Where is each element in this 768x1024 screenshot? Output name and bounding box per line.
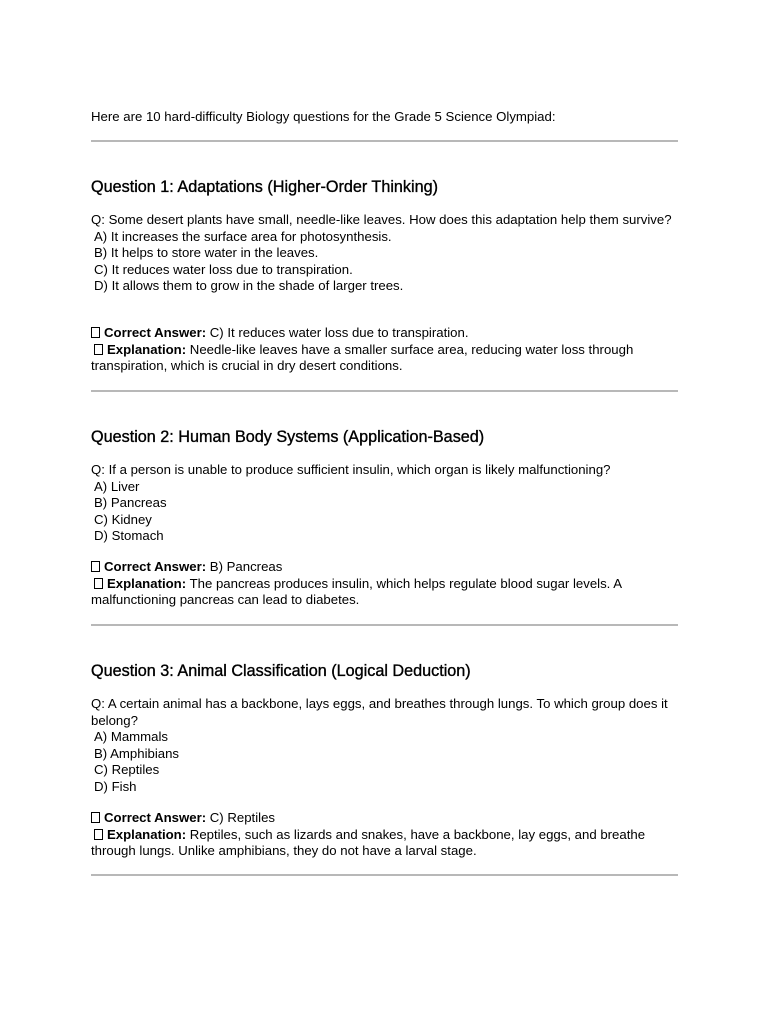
answer-text: C) Reptiles [206, 810, 275, 825]
question-3-option-a: A) Mammals [94, 729, 168, 745]
answer-label: Correct Answer: [104, 325, 207, 340]
lightbulb-icon [94, 578, 103, 589]
question-2-body [91, 462, 678, 545]
question-2-option-c: C) Kidney [94, 511, 152, 527]
question-1-body [91, 212, 678, 295]
question-3-option-b: B) Amphibians [94, 745, 180, 761]
question-2-option-a: A) Liver [94, 478, 140, 494]
question-3-answer [91, 810, 678, 827]
question-2-text: Q: If a person is unable to produce sufficient insulin, which organ is likely malfunctioning? [91, 462, 611, 477]
divider [91, 140, 678, 142]
answer-label: Correct Answer: [104, 810, 207, 825]
question-1-text: Q: Some desert plants have small, needle-like leaves. How does this adaptation help them survive? [91, 212, 672, 227]
divider [91, 624, 678, 626]
question-3-explanation [91, 827, 678, 860]
question-1-explanation [91, 342, 678, 375]
checkmark-icon [91, 561, 100, 572]
question-1-option-b: B) It helps to store water in the leaves. [94, 245, 319, 261]
question-1-option-d: D) It allows them to grow in the shade of larger trees. [94, 278, 404, 294]
question-1-option-a: A) It increases the surface area for photosynthesis. [94, 228, 392, 244]
question-3-body [91, 696, 678, 796]
question-1-title: Question 1: Adaptations (Higher-Order Thinking) [91, 178, 439, 196]
checkmark-icon [91, 327, 100, 338]
explanation-label: Explanation: [107, 575, 187, 591]
explanation-text: The pancreas produces insulin, which helps regulate blood sugar levels. A malfunctioning pancreas can lead to diabetes. [91, 575, 622, 608]
question-2-explanation [91, 576, 678, 609]
divider [91, 874, 678, 876]
lightbulb-icon [94, 344, 103, 355]
question-3-option-c: C) Reptiles [94, 762, 160, 778]
question-2-option-d: D) Stomach [94, 528, 164, 544]
answer-label: Correct Answer: [104, 559, 207, 574]
answer-text: B) Pancreas [206, 559, 283, 574]
question-3-title: Question 3: Animal Classification (Logical Deduction) [91, 662, 471, 680]
question-2-title: Question 2: Human Body Systems (Application-Based) [91, 428, 485, 446]
question-3-answer-block [91, 810, 678, 860]
lightbulb-icon [94, 829, 103, 840]
divider [91, 390, 678, 392]
question-3-text: Q: A certain animal has a backbone, lays eggs, and breathes through lungs. To which group does it belong? [91, 696, 668, 728]
question-1-option-c: C) It reduces water loss due to transpiration. [94, 261, 353, 277]
explanation-text: Reptiles, such as lizards and snakes, have a backbone, lay eggs, and breathe through lungs. Unlike amphibians, they do not have a larval stage. [91, 826, 646, 859]
question-2-answer [91, 559, 678, 576]
intro-text: Here are 10 hard-difficulty Biology questions for the Grade 5 Science Olympiad: [91, 109, 556, 124]
explanation-label: Explanation: [107, 341, 187, 357]
question-1-answer [91, 325, 678, 342]
checkmark-icon [91, 812, 100, 823]
question-2-answer-block [91, 559, 678, 609]
answer-text: C) It reduces water loss due to transpiration. [206, 325, 469, 340]
explanation-label: Explanation: [107, 826, 187, 842]
question-3-option-d: D) Fish [94, 778, 137, 794]
question-2-option-b: B) Pancreas [94, 495, 167, 511]
question-1-answer-block [91, 325, 678, 375]
explanation-text: Needle-like leaves have a smaller surface area, reducing water loss through transpiration, which is crucial in dry desert conditions. [91, 341, 634, 374]
